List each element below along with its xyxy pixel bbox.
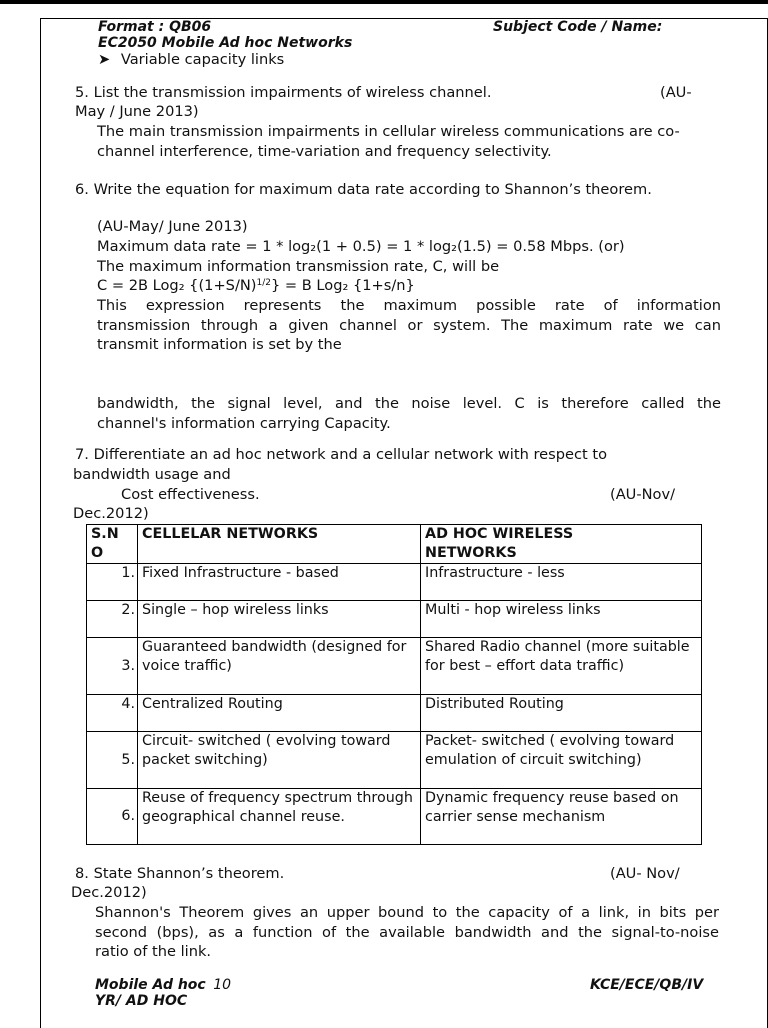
top-rule xyxy=(0,0,768,4)
table-row xyxy=(87,601,702,638)
cellular-cell: Guaranteed bandwidth (designed for voice traffic) xyxy=(138,638,421,695)
cellular-cell: Single – hop wireless links xyxy=(138,601,421,638)
format-code: Format : QB06 xyxy=(98,19,212,35)
q8-question: 8. State Shannon’s theorem. xyxy=(75,865,285,882)
q7-question-line: 7. Differentiate an ad hoc network and a cellular network with respect to xyxy=(75,446,607,463)
table-row xyxy=(87,564,702,601)
q6-answer-line: The maximum information transmission rate, C, will be xyxy=(97,258,500,275)
adhoc-cell: Packet- switched ( evolving toward emulation of circuit switching) xyxy=(421,732,702,789)
q8-answer-line: Shannon's Theorem gives an upper bound to the capacity of a link, in bits per xyxy=(95,904,719,921)
adhoc-cell: Infrastructure - less xyxy=(421,564,702,601)
cellular-cell: Fixed Infrastructure - based xyxy=(138,564,421,601)
q7-question-line: Cost effectiveness. xyxy=(121,486,260,503)
bullet-text: Variable capacity links xyxy=(120,51,285,68)
bullet-item xyxy=(98,50,284,70)
q6-equation-data-rate: Maximum data rate = 1 * log₂(1 + 0.5) = 1 * log₂(1.5) = 0.58 Mbps. (or) xyxy=(97,238,625,255)
row-number: 4. xyxy=(87,695,138,732)
adhoc-cell: Shared Radio channel (more suitable for best – effort data traffic) xyxy=(421,638,702,695)
q5-reference: (AU- xyxy=(660,84,692,101)
row-number: 1. xyxy=(87,564,138,601)
q6-question: 6. Write the equation for maximum data rate according to Shannon’s theorem. xyxy=(75,181,652,198)
q5-answer-line: The main transmission impairments in cellular wireless communications are co- xyxy=(97,123,680,140)
q5-reference-cont: May / June 2013) xyxy=(75,103,199,120)
header-cellular: CELLELAR NETWORKS xyxy=(138,525,421,564)
q6-explanation-line: channel's information carrying Capacity. xyxy=(97,415,391,432)
arrow-bullet-icon: ➤ xyxy=(98,51,111,68)
adhoc-cell: Distributed Routing xyxy=(421,695,702,732)
q8-reference-cont: Dec.2012) xyxy=(71,884,147,901)
q7-reference: (AU-Nov/ xyxy=(610,486,676,503)
q6-explanation-line: This expression represents the maximum possible rate of information xyxy=(97,297,721,314)
q6-explanation-line: transmission through a given channel or system. The maximum rate we can xyxy=(97,317,721,334)
q5-question: 5. List the transmission impairments of wireless channel. xyxy=(75,84,492,101)
row-number: 6. xyxy=(87,789,138,845)
row-number: 2. xyxy=(87,601,138,638)
q8-reference: (AU- Nov/ xyxy=(610,865,680,882)
adhoc-cell: Dynamic frequency reuse based on carrier sense mechanism xyxy=(421,789,702,845)
table-row xyxy=(87,638,702,695)
footer-course: Mobile Ad hoc 10 xyxy=(95,977,232,993)
footer-code: KCE/ECE/QB/IV xyxy=(590,977,704,993)
q8-answer-line: ratio of the link. xyxy=(95,943,212,960)
table-row xyxy=(87,695,702,732)
cellular-cell: Circuit- switched ( evolving toward packet switching) xyxy=(138,732,421,789)
comparison-table xyxy=(86,524,702,845)
subject-code-label: Subject Code / Name: xyxy=(493,19,663,35)
q8-answer-line: second (bps), as a function of the available bandwidth and the signal-to-noise xyxy=(95,924,719,941)
course-title: EC2050 Mobile Ad hoc Networks xyxy=(98,35,353,51)
q6-explanation-line: bandwidth, the signal level, and the noise level. C is therefore called the xyxy=(97,395,721,412)
header-sno: S.N O xyxy=(87,525,138,564)
q6-explanation-line: transmit information is set by the xyxy=(97,336,342,353)
adhoc-cell: Multi - hop wireless links xyxy=(421,601,702,638)
page-number: 10 xyxy=(213,977,232,993)
row-number: 3. xyxy=(87,638,138,695)
table-header-row xyxy=(87,525,702,564)
cellular-cell: Centralized Routing xyxy=(138,695,421,732)
q7-reference-cont: Dec.2012) xyxy=(73,505,149,522)
q5-answer-line: channel interference, time-variation and frequency selectivity. xyxy=(97,143,552,160)
footer-year: YR/ AD HOC xyxy=(95,993,188,1009)
q6-reference: (AU-May/ June 2013) xyxy=(97,218,248,235)
cellular-cell: Reuse of frequency spectrum through geographical channel reuse. xyxy=(138,789,421,845)
q6-equation-capacity: C = 2B Log₂ $\{(1+S/N)^{1/2}\} = B$ Log₂ {1+s/n} xyxy=(97,277,415,294)
row-number: 5. xyxy=(87,732,138,789)
table-row xyxy=(87,732,702,789)
header-adhoc: AD HOC WIRELESS NETWORKS xyxy=(421,525,702,564)
q7-question-line: bandwidth usage and xyxy=(73,466,231,483)
table-row xyxy=(87,789,702,845)
